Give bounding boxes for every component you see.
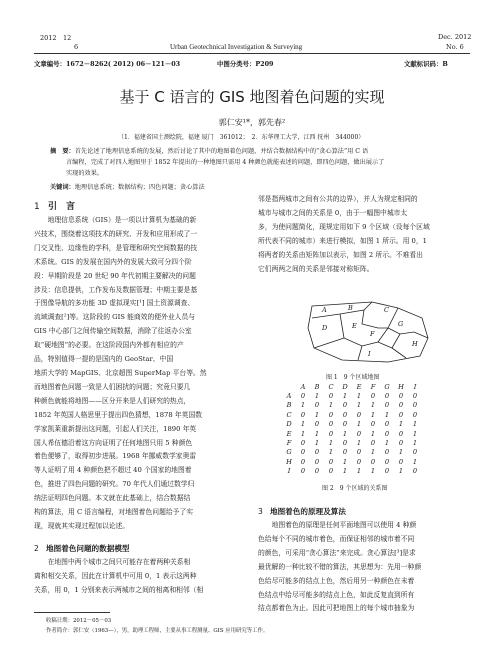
matrix-cell: 0 — [384, 420, 390, 429]
matrix-corner — [282, 382, 296, 391]
abstract-line-3: 实现的效果。 — [66, 170, 104, 177]
matrix-row — [282, 438, 422, 447]
right-line: 多，为使问题简化，现规定用如下 9 个区域（设每个区域 — [258, 222, 430, 231]
matrix-cell: 1 — [412, 439, 418, 448]
abstract-label: 摘 要： — [50, 148, 75, 155]
footnote-rule — [34, 612, 110, 613]
matrix-cell: 0 — [328, 410, 334, 419]
section-1-title: 引 言 — [48, 202, 76, 212]
right-line: 城市与城市之间的关系是 0，由于一幅图中城市太 — [258, 208, 408, 217]
matrix-row — [282, 467, 422, 476]
matrix-cell: 0 — [314, 467, 320, 476]
s1-line: 段：早期阶段是 20 世纪 90 年代初期主要解决的问题 — [34, 271, 196, 280]
paper-title: 基于 C 语言的 GIS 地图着色问题的实现 — [119, 88, 385, 106]
matrix-row-header: D — [286, 420, 292, 429]
map-label-g: G — [398, 320, 404, 328]
matrix-cell: 1 — [398, 467, 404, 476]
matrix-cell: 1 — [342, 467, 348, 476]
matrix-cell: 0 — [370, 420, 376, 429]
matrix-cell: 0 — [384, 429, 390, 438]
s1-line: 于图像导航的多功能 3D 虚拟现实[¹] 国土资源调查、 — [34, 299, 195, 308]
matrix-cell: 1 — [370, 429, 376, 438]
matrix-cell: 0 — [412, 410, 418, 419]
region-border — [340, 308, 398, 346]
s1-line: 构的算法，用 C 语言编程，对地图着色问题给予了实 — [34, 508, 194, 517]
section-2-number: 2 — [34, 543, 39, 553]
matrix-cell: 1 — [342, 429, 348, 438]
matrix-cell: 0 — [342, 448, 348, 457]
region-border — [358, 346, 362, 360]
matrix-cell: 0 — [370, 439, 376, 448]
right-line: 邻是指两城市之间有公共的边界），并人为规定相同的 — [258, 195, 418, 203]
matrix-cell: 1 — [356, 439, 362, 448]
matrix-cell: 0 — [356, 410, 362, 419]
matrix-cell: 0 — [370, 392, 376, 401]
s1-line: 地理信息系统（GIS）是一项以计算机为基础的新 — [34, 216, 197, 224]
section-3-heading — [258, 505, 470, 519]
header-journal-name: Urban Geotechnical Investigation & Surveying — [170, 43, 303, 51]
matrix-cell: 0 — [328, 420, 334, 429]
matrix-cell: 0 — [328, 457, 334, 466]
section-1-number: 1 — [34, 202, 40, 212]
matrix-cell: 0 — [398, 439, 404, 448]
matrix-col-header: D — [342, 382, 348, 391]
matrix-cell: 1 — [300, 420, 306, 429]
s3-line: 的颜色，可采用“贪心算法”来完成。贪心算法[³]是求 — [258, 548, 416, 557]
map-label-c: C — [384, 306, 389, 314]
matrix-cell: 0 — [412, 392, 418, 401]
matrix-cell: 0 — [398, 457, 404, 466]
s2-line: 离和相交关系，因此在计算机中可用 0，1 表示这两种 — [34, 571, 197, 580]
matrix-cell: 1 — [328, 439, 334, 448]
matrix-cell: 0 — [398, 429, 404, 438]
matrix-col-header: G — [384, 382, 390, 391]
matrix-row — [282, 401, 422, 410]
matrix-cell: 1 — [384, 410, 390, 419]
s1-line: 品，特别值得一提的是国内的 GeoStar、中国 — [34, 355, 174, 364]
matrix-cell: 0 — [300, 467, 306, 476]
map-label-h: H — [412, 340, 418, 348]
matrix-col-header: I — [413, 382, 417, 391]
matrix-row-header: G — [286, 448, 292, 457]
s1-line: 着色便够了，取得初步进展。1968 年挪威数学家奥雷 — [34, 452, 197, 461]
s2-line: 在地图中两个城市之间只可能存在着两种关系相 — [34, 557, 191, 566]
keywords-label: 关键词： — [50, 184, 75, 191]
matrix-cell: 0 — [314, 401, 320, 410]
matrix-cell: 0 — [328, 392, 334, 401]
matrix-col-header: H — [398, 382, 404, 391]
s1-line: 地质大学的 MapGIS、北京超图 SuperMap 平台等。然 — [34, 368, 207, 377]
s1-line: 国人希伍德沿着这方向证明了任何地图只用 5 种颜色 — [34, 438, 193, 447]
region-border — [314, 338, 344, 348]
matrix-cell: 1 — [356, 401, 362, 410]
s1-line: GIS 中心部门之间传输空间数据，消除了往返办公室 — [34, 327, 192, 336]
footnote-received: 收稿日期：2012－05－03 — [46, 618, 112, 624]
matrix-cell: 0 — [398, 401, 404, 410]
section-3-number: 3 — [258, 507, 263, 516]
map-label-f: F — [370, 330, 375, 338]
matrix-row — [282, 391, 422, 400]
matrix-row-header: H — [286, 457, 292, 466]
matrix-cell: 1 — [314, 410, 320, 419]
matrix-row-header: B — [286, 401, 292, 410]
matrix-cell: 1 — [314, 392, 320, 401]
matrix-cell: 0 — [314, 448, 320, 457]
right-column-top — [258, 193, 470, 276]
matrix-col-header: F — [370, 382, 376, 391]
matrix-cell: 0 — [370, 457, 376, 466]
right-line: 将两者的关系由矩阵加以表示，如图 2 所示。不难看出 — [258, 250, 423, 259]
matrix-row-header: A — [286, 392, 292, 401]
map-label-d: D — [322, 324, 328, 332]
matrix-cell: 1 — [356, 420, 362, 429]
matrix-cell: 1 — [328, 448, 334, 457]
article-number: 文章编号：1672－8262( 2012) 06－121－03 — [34, 60, 181, 68]
s1-line: 现，现就其实现过程加以论述。 — [34, 521, 130, 530]
matrix-col-header: A — [300, 382, 306, 391]
matrix-row-header: I — [287, 467, 291, 476]
matrix-cell: 1 — [384, 439, 390, 448]
matrix-cell: 1 — [314, 429, 320, 438]
document-code: 文献标识码：B — [404, 60, 448, 68]
matrix-cell: 1 — [370, 448, 376, 457]
matrix-cell: 1 — [398, 448, 404, 457]
matrix-row-header: F — [286, 439, 292, 448]
s1-line: 涉及：信息提供，工作发布及数据管理；中期主要是基 — [34, 285, 198, 294]
matrix-row-header: E — [286, 429, 292, 438]
figure-1-region-map — [302, 298, 434, 366]
region-border — [400, 332, 428, 338]
matrix-row — [282, 410, 422, 419]
matrix-cell: 0 — [342, 439, 348, 448]
matrix-cell: 0 — [328, 429, 334, 438]
s3-line: 地图着色的原理是任何平面地图可以使用 4 种颜 — [258, 521, 417, 529]
matrix-cell: 0 — [300, 392, 306, 401]
matrix-row — [282, 420, 422, 429]
matrix-cell: 0 — [342, 420, 348, 429]
matrix-col-header: E — [356, 382, 362, 391]
s3-line: 最优解的一种比较不错的算法，其思想为：先用一种颜 — [258, 562, 422, 571]
matrix-cell: 1 — [370, 410, 376, 419]
matrix-cell: 1 — [356, 467, 362, 476]
matrix-cell: 0 — [398, 410, 404, 419]
abstract-line-1 — [50, 146, 470, 157]
right-column-bottom — [258, 505, 470, 616]
s1-line: 种颜色就能将地图——区分开来是人们研究的热点， — [34, 396, 191, 405]
map-label-b: B — [348, 304, 353, 312]
matrix-cell: 1 — [342, 457, 348, 466]
matrix-cell: 0 — [398, 392, 404, 401]
s1-line: 流域调查[²]等。这阶段的 GIS 能商效的便外业人员与 — [34, 313, 196, 322]
figure-1-caption: 图 1 9 个区域地图 — [326, 374, 380, 381]
matrix-cell: 1 — [356, 392, 362, 401]
matrix-cell: 0 — [412, 448, 418, 457]
keywords — [50, 182, 205, 191]
s1-line: 1852 年英国人格思里于提出四色猜想，1878 年英国数 — [34, 410, 203, 419]
s1-line: 门交叉性、边缘性的学科，是管理和研究空间数据的技 — [34, 243, 198, 252]
paper-authors: 郭仁安¹*，郭先春² — [218, 118, 286, 127]
matrix-cell: 1 — [300, 429, 306, 438]
matrix-cell: 1 — [300, 401, 306, 410]
matrix-cell: 0 — [384, 392, 390, 401]
s3-line: 结点都着色为止。因此可把地图上的每个城市抽象为 — [258, 604, 415, 613]
matrix-cell: 1 — [412, 457, 418, 466]
abstract-line-2: 言编程，完成了对四人地图里于 1852 年提出的一种地图只需用 4 种颜色就能表述的问题，即四色问题，做出展示了 — [66, 159, 385, 166]
matrix-cell: 0 — [412, 467, 418, 476]
matrix-cell: 0 — [300, 448, 306, 457]
s1-line: 纳法证明四色问题。本文就在此基础上，结合数据结 — [34, 494, 191, 503]
matrix-cell: 1 — [370, 467, 376, 476]
matrix-cell: 0 — [384, 401, 390, 410]
s3-line: 色给尽可能多的结点上色，然后用另一种颜色在未着 — [258, 576, 415, 585]
section-2-heading — [34, 542, 246, 556]
matrix-cell: 1 — [314, 439, 320, 448]
matrix-cell: 0 — [300, 457, 306, 466]
abstract-text-1: 首先论述了地理信息系统的发展，然后讨论了其中的地图着色问题，并结合数据结构中的“贪心算法”用 C 语 — [74, 148, 369, 155]
header-number: No. 6 — [446, 43, 464, 51]
s1-line: 取“硬地图”的必要。在这阶段国内外都有相应的产 — [34, 341, 184, 350]
matrix-cell: 1 — [412, 420, 418, 429]
map-label-a: A — [322, 306, 327, 314]
abstract — [50, 146, 470, 179]
matrix-row — [282, 448, 422, 457]
matrix-cell: 0 — [300, 439, 306, 448]
matrix-cell: 0 — [356, 448, 362, 457]
matrix-cell: 0 — [384, 457, 390, 466]
classification-number: 中图分类号：P209 — [217, 60, 274, 68]
map-label-i: I — [368, 350, 371, 358]
header-rule — [34, 53, 470, 54]
matrix-cell: 0 — [300, 410, 306, 419]
matrix-cell: 0 — [384, 448, 390, 457]
paper-affiliations: （1．福建省国土测绘院，福建 厦门 361012； 2．东华理工大学，江西 抚州 344000） — [118, 134, 365, 141]
right-line: 所代表不同的城市）来进行模拟，如图 1 所示。用 0，1 — [258, 236, 427, 245]
s3-line: 色结点中给尽可能多的结点上色，如此反复直到所有 — [258, 590, 415, 599]
matrix-cell: 1 — [328, 401, 334, 410]
matrix-cell: 1 — [342, 392, 348, 401]
s1-line: 学家凯莱重新提出这问题，引起人们关注，1890 年英 — [34, 424, 197, 433]
matrix-cell: 0 — [412, 401, 418, 410]
matrix-row — [282, 457, 422, 466]
s3-line: 色给每个不同的城市着色，而保证相邻的城市着不同 — [258, 534, 415, 543]
section-1-heading — [34, 200, 246, 214]
matrix-cell: 1 — [370, 401, 376, 410]
matrix-cell: 0 — [314, 420, 320, 429]
matrix-col-header: C — [328, 382, 334, 391]
header-volume: 6 — [74, 43, 79, 51]
matrix-cell: 0 — [342, 410, 348, 419]
s1-line: 色，推进了四色问题的研究。70 年代人们通过数学归 — [34, 480, 195, 489]
header-year-issue: 2012 12 — [40, 34, 72, 42]
s1-line: 等人证明了用 4 种颜色把不超过 40 个国家的地图着 — [34, 466, 192, 475]
matrix-cell: 1 — [412, 429, 418, 438]
left-column — [34, 200, 246, 598]
matrix-cell: 0 — [384, 467, 390, 476]
figure-2-caption: 图 2 9 个区域的关系图 — [322, 485, 388, 492]
map-label-e: E — [352, 322, 357, 330]
footnote-author-bio: 作者简介：郭仁安（1963—），男，助理工程师，主要从事工程测量、GIS 应用研究等工作。 — [46, 628, 269, 634]
s2-line: 关系，用 0，1 分别来表示两城市之间的相离和相邻（相 — [34, 585, 204, 594]
section-3-title: 地图着色的原理及算法 — [270, 507, 346, 516]
matrix-cell: 1 — [398, 420, 404, 429]
figure-2-relation-matrix — [282, 382, 422, 476]
matrix-header-row — [282, 382, 422, 391]
header-date: Dec. 2012 — [438, 33, 472, 41]
matrix-row — [282, 429, 422, 438]
right-line: 它们两两之间的关系是邻接对称矩阵。 — [258, 264, 374, 273]
s1-line: 而地图着色问题一致是人们困扰的问题；究竟只要几 — [34, 382, 191, 391]
section-2-title: 地图着色问题的数据模型 — [46, 543, 130, 553]
matrix-cell: 0 — [342, 401, 348, 410]
matrix-row-header: C — [286, 410, 292, 419]
s1-line: 兴技术，围绕着这项技术的研究、开发和应用形成了一 — [34, 229, 198, 238]
matrix-cell: 0 — [328, 467, 334, 476]
matrix-cell: 0 — [356, 457, 362, 466]
keywords-text: 地理信息系统；数据结构；四色问题；贪心算法 — [74, 184, 205, 191]
s1-line: 术系统。GIS 的发展在国内外的发展大致可分四个阶 — [34, 257, 192, 266]
region-border — [392, 348, 406, 358]
matrix-cell: 0 — [314, 457, 320, 466]
matrix-cell: 0 — [356, 429, 362, 438]
matrix-col-header: B — [314, 382, 320, 391]
